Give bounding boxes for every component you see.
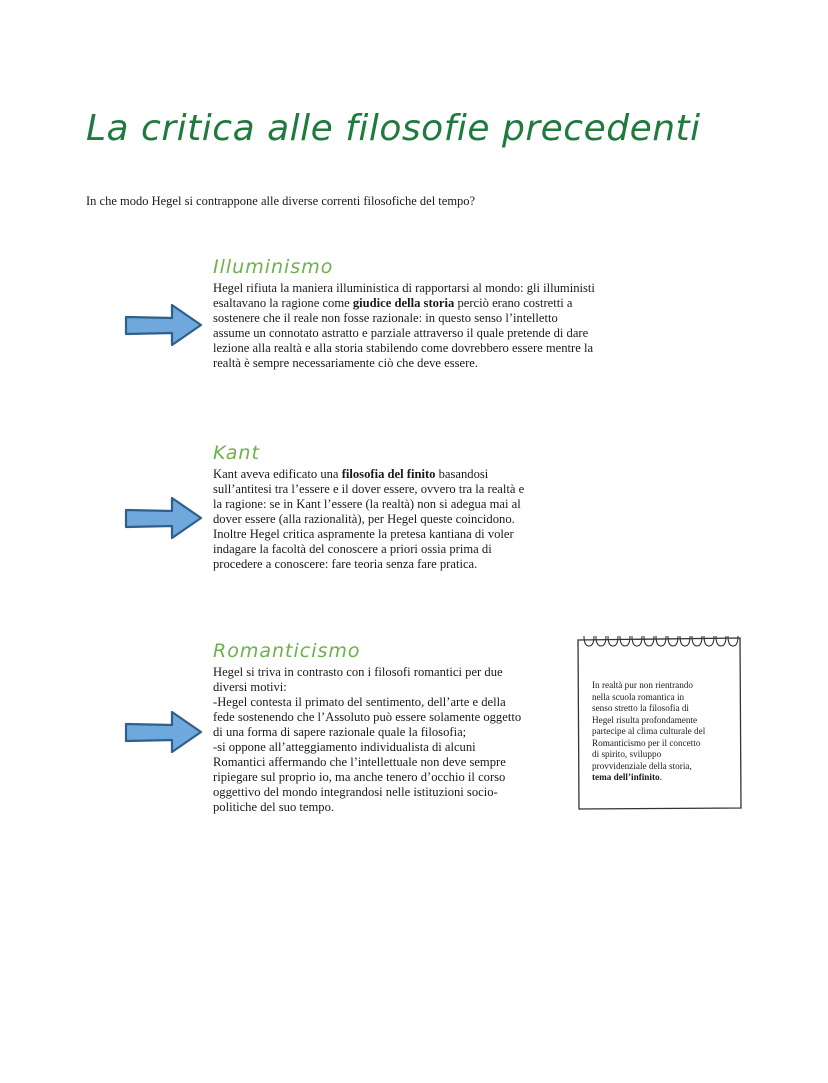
text-line [213, 680, 521, 695]
plain-text: partecipe al clima culturale del [592, 726, 706, 736]
text-line [213, 311, 595, 326]
text-line [213, 755, 521, 770]
plain-text: dover essere (alla razionalità), per Hegel queste coincidono. [213, 512, 515, 526]
plain-text: oggettivo del mondo integrandosi nelle istituzioni socio- [213, 785, 498, 799]
arrow-right-icon [122, 495, 204, 541]
text-line [213, 527, 524, 542]
text-line [213, 770, 521, 785]
text-line [592, 749, 732, 761]
text-line [213, 710, 521, 725]
plain-text: assume un connotato astratto e parziale attraverso il quale pretende di dare [213, 326, 589, 340]
plain-text: di una forma di sapere razionale quale la filosofia; [213, 725, 467, 739]
plain-text: sostenere che il reale non fosse razionale: in questo senso l’intelletto [213, 311, 558, 325]
plain-text: Hegel risulta profondamente [592, 714, 698, 725]
section-illuminismo [213, 256, 595, 371]
side-note [576, 632, 742, 810]
text-line [213, 296, 595, 311]
plain-text: -Hegel contesta il primato del sentimento, dell’arte e della [213, 695, 506, 709]
section-body [213, 281, 595, 371]
emphasis-text: giudice della storia [352, 296, 455, 310]
arrow-right-icon [122, 709, 204, 755]
text-line [213, 695, 521, 710]
text-line [592, 738, 732, 750]
text-line [213, 725, 521, 740]
plain-text: Hegel rifiuta la maniera illuministica di rapportarsi al mondo: gli illuministi [213, 281, 595, 295]
plain-text: la ragione: se in Kant l’essere (la realtà) non si adegua mai al [213, 497, 521, 511]
plain-text: nella scuola romantica in [592, 691, 685, 702]
page-subtitle: In che modo Hegel si contrappone alle diverse correnti filosofiche del tempo? [86, 194, 476, 208]
plain-text: politiche del suo tempo. [213, 800, 335, 814]
text-line [213, 665, 521, 680]
arrow-right-icon [122, 302, 204, 348]
text-line [592, 726, 732, 738]
plain-text: realtà è sempre necessariamente ciò che deve essere. [213, 356, 479, 370]
text-line [213, 785, 521, 800]
emphasis-text: tema dell’infinito [592, 772, 660, 782]
plain-text: In realtà pur non rientrando [592, 680, 694, 690]
section-romanticismo [213, 640, 521, 815]
plain-text: diversi motivi: [213, 680, 287, 694]
plain-text: Kant aveva edificato una [213, 467, 342, 481]
plain-text: -si oppone all’atteggiamento individualista di alcuni [213, 740, 476, 754]
text-line [592, 772, 732, 784]
plain-text: provvidenziale della storia, [592, 760, 692, 771]
text-line [213, 467, 524, 482]
text-line [213, 482, 524, 497]
text-line [213, 497, 524, 512]
plain-text: lezione alla realtà e alla storia stabilendo come dovrebbero essere mentre la [213, 341, 594, 355]
section-heading: Illuminismo [213, 256, 334, 278]
plain-text: fede sostenendo che l’Assoluto può essere solamente oggetto [213, 710, 522, 724]
text-line [213, 740, 521, 755]
text-line [592, 680, 732, 692]
plain-text: Romantici affermando che l’intellettuale non deve sempre [213, 755, 506, 769]
plain-text: procedere a conoscere: fare teoria senza fare pratica. [213, 557, 478, 571]
note-text [592, 680, 732, 784]
text-line [213, 326, 595, 341]
text-line [592, 715, 732, 727]
section-kant [213, 442, 524, 572]
page-title: La critica alle filosofie precedenti [86, 108, 701, 149]
section-body [213, 665, 521, 815]
section-body [213, 467, 524, 572]
text-line [213, 557, 524, 572]
text-line [213, 512, 524, 527]
emphasis-text: filosofia del finito [341, 467, 436, 481]
plain-text: senso stretto la filosofia di [592, 703, 689, 713]
plain-text: perciò erano costretti a [454, 296, 573, 310]
plain-text: indagare la facoltà del conoscere a priori ossia prima di [213, 542, 492, 556]
plain-text: sull’antitesi tra l’essere e il dover essere, ovvero tra la realtà e [213, 482, 525, 496]
text-line [213, 542, 524, 557]
plain-text: Hegel si triva in contrasto con i filosofi romantici per due [213, 665, 503, 679]
plain-text: ripiegare sul proprio io, ma anche tenero d’occhio il corso [213, 770, 506, 784]
plain-text: . [659, 772, 662, 782]
plain-text: basandosi [435, 467, 489, 481]
plain-text: Inoltre Hegel critica aspramente la pretesa kantiana di voler [213, 527, 514, 541]
text-line [213, 281, 595, 296]
text-line [213, 341, 595, 356]
text-line [213, 356, 595, 371]
text-line [592, 703, 732, 715]
section-heading: Romanticismo [213, 640, 361, 662]
section-heading: Kant [213, 442, 260, 464]
text-line [592, 761, 732, 773]
plain-text: di spirito, sviluppo [592, 749, 662, 759]
text-line [592, 692, 732, 704]
plain-text: Romanticismo per il concetto [592, 737, 701, 748]
plain-text: esaltavano la ragione come [213, 296, 353, 310]
text-line [213, 800, 521, 815]
